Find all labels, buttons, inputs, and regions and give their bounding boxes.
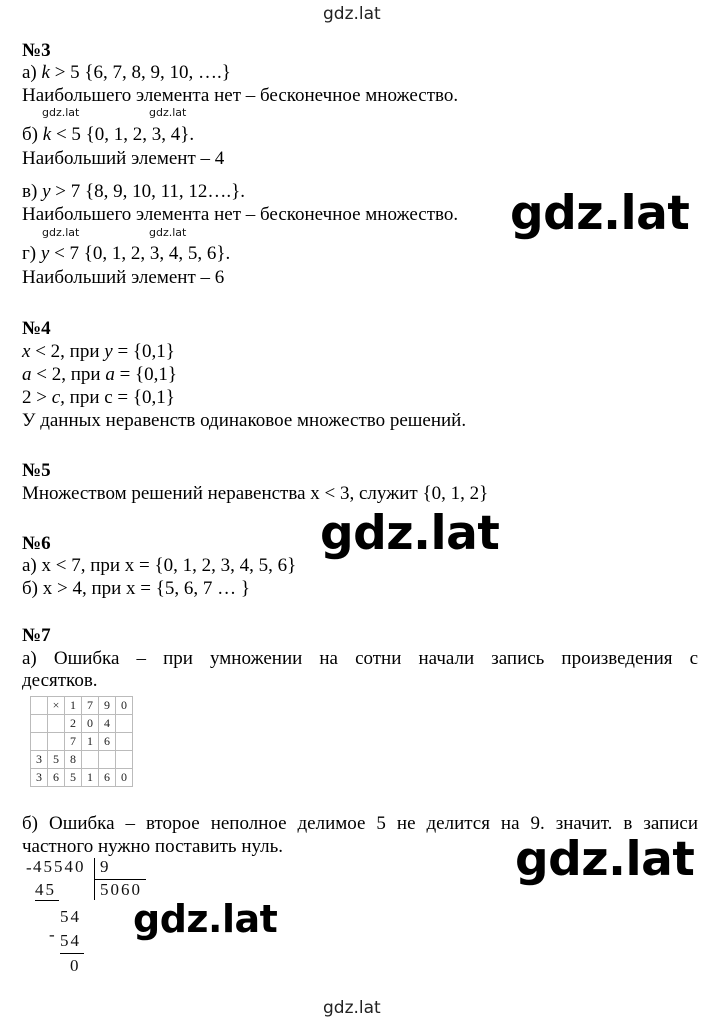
grid-cell (99, 751, 116, 769)
grid-row (31, 733, 133, 751)
grid-cell: 1 (82, 769, 99, 787)
grid-cell (31, 715, 48, 733)
grid-cell: 7 (65, 733, 82, 751)
task-3-b: б) k < 5 {0, 1, 2, 3, 4}. (22, 124, 195, 145)
division-remainder: 0 (70, 956, 81, 975)
task-3-g: г) y < 7 {0, 1, 2, 3, 4, 5, 6}. (22, 243, 231, 264)
task-3-g-note: Наибольший элемент – 6 (22, 267, 225, 288)
grid-cell: 6 (99, 733, 116, 751)
grid-cell (116, 715, 133, 733)
division-underline (60, 953, 84, 954)
watermark-small: gdz.lat (42, 226, 80, 239)
grid-row (31, 769, 133, 787)
division-underline (35, 900, 59, 901)
grid-cell: 3 (31, 751, 48, 769)
task-6-title: №6 (22, 533, 51, 554)
task-7-a-line-2: десятков. (22, 670, 98, 691)
grid-cell (116, 751, 133, 769)
grid-cell: 1 (82, 733, 99, 751)
task-7-b-line-1: б) Ошибка – второе неполное делимое 5 не делится на 9. значит. в записи (22, 813, 698, 834)
task-3-a-note: Наибольшего элемента нет – бесконечное множество. (22, 85, 459, 106)
grid-cell: 0 (116, 697, 133, 715)
watermark-small: gdz.lat (42, 106, 80, 119)
grid-cell: 6 (99, 769, 116, 787)
task-3-v: в) y > 7 {8, 9, 10, 11, 12….}. (22, 181, 245, 202)
watermark-bottom: gdz.lat (323, 998, 381, 1018)
grid-cell: 3 (31, 769, 48, 787)
grid-cell: 9 (99, 697, 116, 715)
task-7-title: №7 (22, 625, 51, 646)
multiplication-grid (30, 696, 133, 787)
grid-row (31, 751, 133, 769)
watermark-small: gdz.lat (149, 226, 187, 239)
grid-cell: 0 (116, 769, 133, 787)
task-3-v-note: Наибольшего элемента нет – бесконечное множество. (22, 204, 459, 225)
task-7-b-line-2: частного нужно поставить нуль. (22, 836, 284, 857)
task-5-text: Множеством решений неравенства x < 3, служит {0, 1, 2} (22, 483, 489, 504)
watermark-large: gdz.lat (515, 832, 695, 887)
division-step-3: 54 (60, 931, 81, 950)
task-4-line-3: 2 > c, при с = {0,1} (22, 387, 175, 408)
grid-cell (116, 733, 133, 751)
task-5-title: №5 (22, 460, 51, 481)
task-4-line-1: x < 2, при y = {0,1} (22, 341, 175, 362)
grid-cell: 8 (65, 751, 82, 769)
grid-cell: 7 (82, 697, 99, 715)
grid-cell: × (48, 697, 65, 715)
grid-cell (31, 697, 48, 715)
grid-cell: 5 (48, 751, 65, 769)
grid-cell: 0 (82, 715, 99, 733)
grid-cell: 2 (65, 715, 82, 733)
task-7-a-line-1: а) Ошибка – при умножении на сотни начали запись произведения с (22, 648, 698, 669)
division-quotient: 5060 (100, 880, 142, 899)
grid-cell (48, 733, 65, 751)
task-6-b: б) x > 4, при x = {5, 6, 7 … } (22, 578, 250, 599)
division-minus: - (49, 925, 57, 944)
watermark-small: gdz.lat (149, 106, 187, 119)
task-3-a: а) k > 5 {6, 7, 8, 9, 10, ….} (22, 62, 231, 83)
task-4-note: У данных неравенств одинаковое множество решений. (22, 410, 467, 431)
grid-cell: 5 (65, 769, 82, 787)
watermark-large: gdz.lat (133, 897, 278, 941)
task-4-line-2: a < 2, при a = {0,1} (22, 364, 178, 385)
grid-cell: 4 (99, 715, 116, 733)
grid-cell (48, 715, 65, 733)
grid-cell: 1 (65, 697, 82, 715)
task-4-title: №4 (22, 318, 51, 339)
watermark-top: gdz.lat (323, 4, 381, 24)
grid-row (31, 697, 133, 715)
task-6-a: а) x < 7, при x = {0, 1, 2, 3, 4, 5, 6} (22, 555, 297, 576)
grid-cell (31, 733, 48, 751)
grid-cell: 6 (48, 769, 65, 787)
division-minus: - (26, 858, 34, 877)
task-3-title: №3 (22, 40, 51, 61)
division-step-2: 54 (60, 907, 81, 926)
task-3-b-note: Наибольший элемент – 4 (22, 148, 225, 169)
division-divisor: 9 (100, 857, 111, 876)
division-step-1: 45 (35, 880, 56, 899)
watermark-large: gdz.lat (320, 506, 500, 561)
grid-row (31, 715, 133, 733)
division-dividend: 45540 (33, 857, 86, 876)
watermark-large: gdz.lat (510, 186, 690, 241)
grid-cell (82, 751, 99, 769)
